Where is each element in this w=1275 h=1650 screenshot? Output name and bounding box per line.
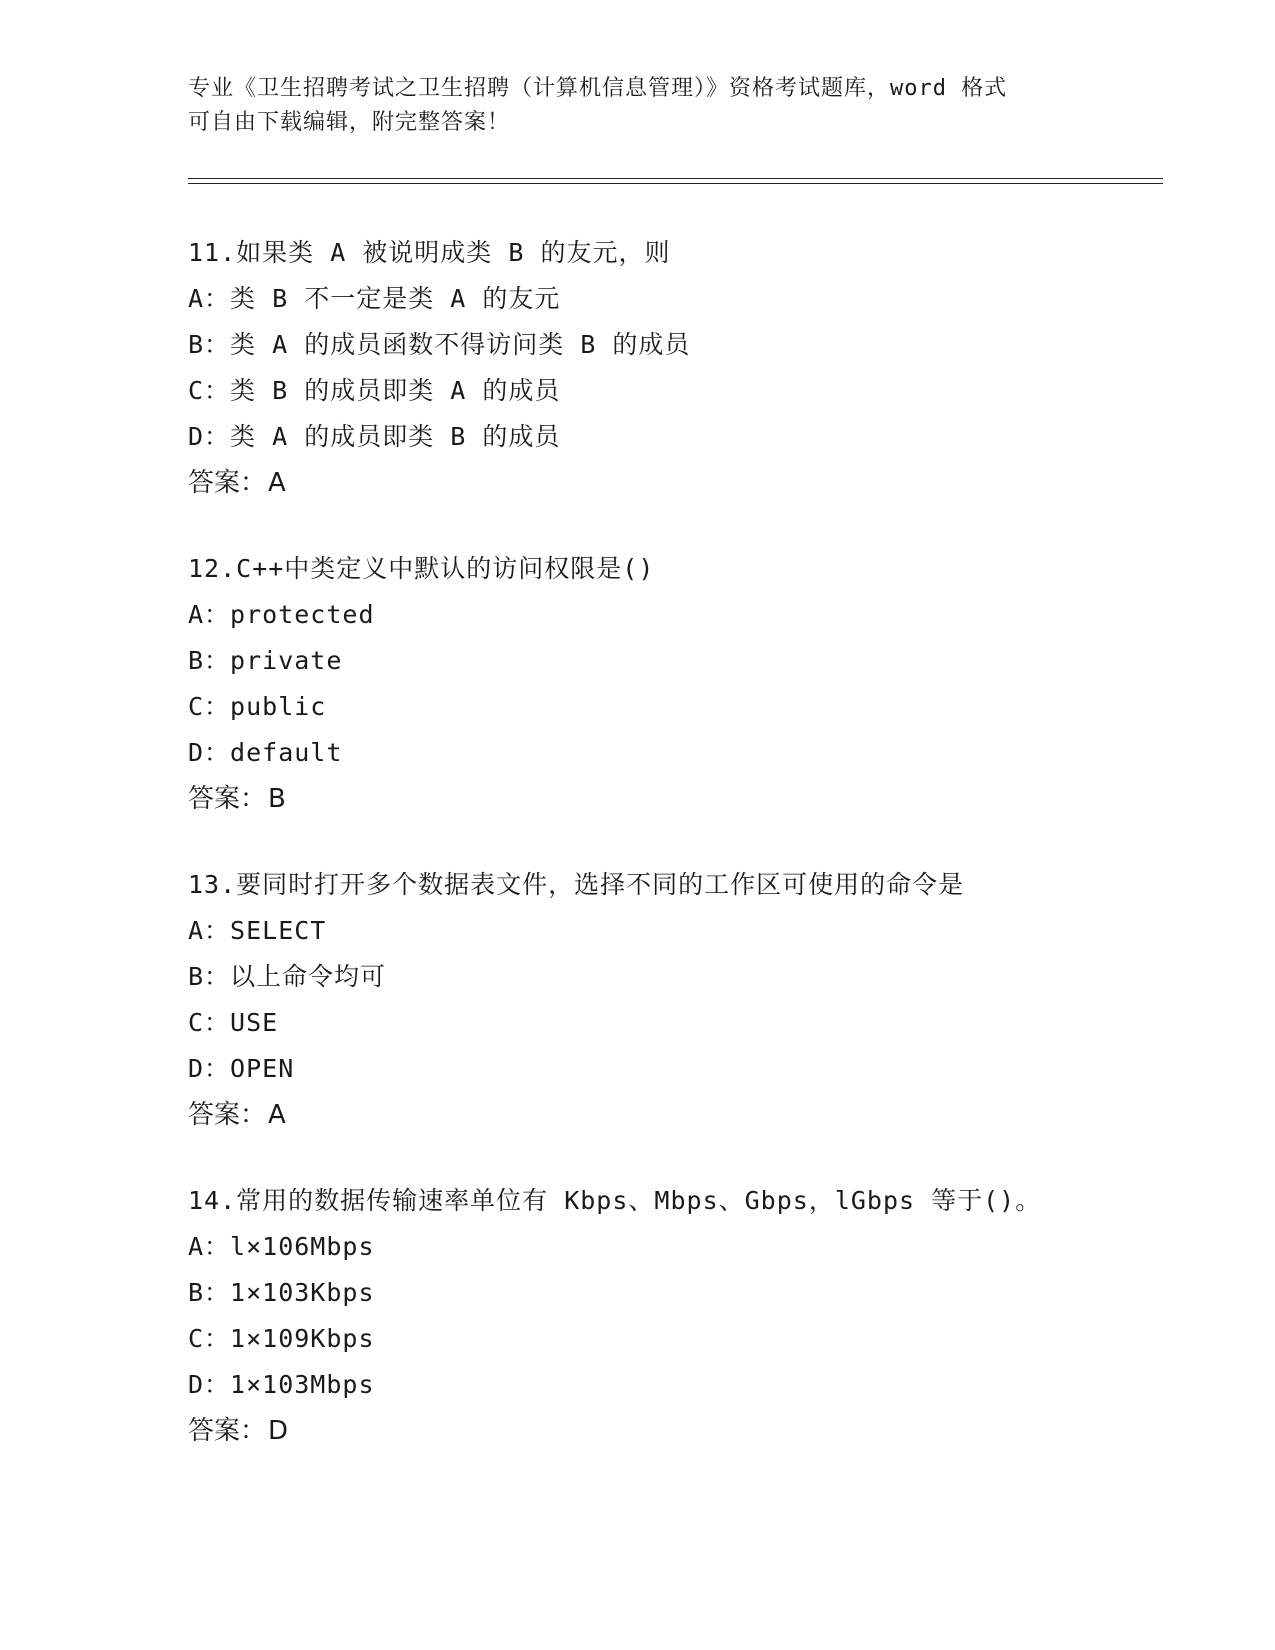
question-11 [188, 230, 1148, 506]
header-line-1: 专业《卫生招聘考试之卫生招聘（计算机信息管理）》资格考试题库，word 格式 [188, 76, 1008, 101]
option-c: C：USE [188, 1008, 279, 1037]
answer-label: 答案： [188, 1100, 267, 1130]
option-c: C：类 B 的成员即类 A 的成员 [188, 376, 561, 405]
question-12 [188, 546, 1148, 822]
option-c: C：1×109Kbps [188, 1324, 375, 1353]
option-d: D：OPEN [188, 1054, 295, 1083]
option-b: B：1×103Kbps [188, 1278, 375, 1307]
answer-value: A [268, 468, 286, 498]
answer-label: 答案： [188, 1416, 267, 1446]
question-13 [188, 862, 1148, 1138]
answer-value: D [268, 1416, 289, 1446]
answer-label: 答案： [188, 784, 267, 814]
document-header [188, 72, 1088, 140]
answer-line [188, 460, 1148, 506]
option-c: C：public [188, 692, 327, 721]
header-divider-bottom [188, 183, 1163, 184]
question-14 [188, 1178, 1148, 1454]
option-d: D：default [188, 738, 343, 767]
option-a: A：SELECT [188, 916, 327, 945]
option-a: A：l×106Mbps [188, 1232, 375, 1261]
question-stem: 12.C++中类定义中默认的访问权限是() [188, 554, 655, 583]
option-b: B：类 A 的成员函数不得访问类 B 的成员 [188, 330, 691, 359]
answer-line [188, 1092, 1148, 1138]
answer-line [188, 776, 1148, 822]
option-b: B：private [188, 646, 343, 675]
answer-line [188, 1408, 1148, 1454]
answer-label: 答案： [188, 468, 267, 498]
header-divider-top [188, 178, 1163, 179]
option-a: A：类 B 不一定是类 A 的友元 [188, 284, 561, 313]
header-line-2: 可自由下载编辑，附完整答案！ [188, 110, 511, 135]
answer-value: B [268, 784, 286, 814]
option-a: A：protected [188, 600, 375, 629]
question-stem: 14.常用的数据传输速率单位有 Kbps、Mbps、Gbps，lGbps 等于()。 [188, 1186, 1042, 1215]
answer-value: A [268, 1100, 286, 1130]
question-stem: 13.要同时打开多个数据表文件，选择不同的工作区可使用的命令是 [188, 870, 965, 899]
question-stem: 11.如果类 A 被说明成类 B 的友元，则 [188, 238, 671, 267]
option-d: D：类 A 的成员即类 B 的成员 [188, 422, 561, 451]
option-d: D：1×103Mbps [188, 1370, 375, 1399]
option-b: B：以上命令均可 [188, 962, 387, 991]
